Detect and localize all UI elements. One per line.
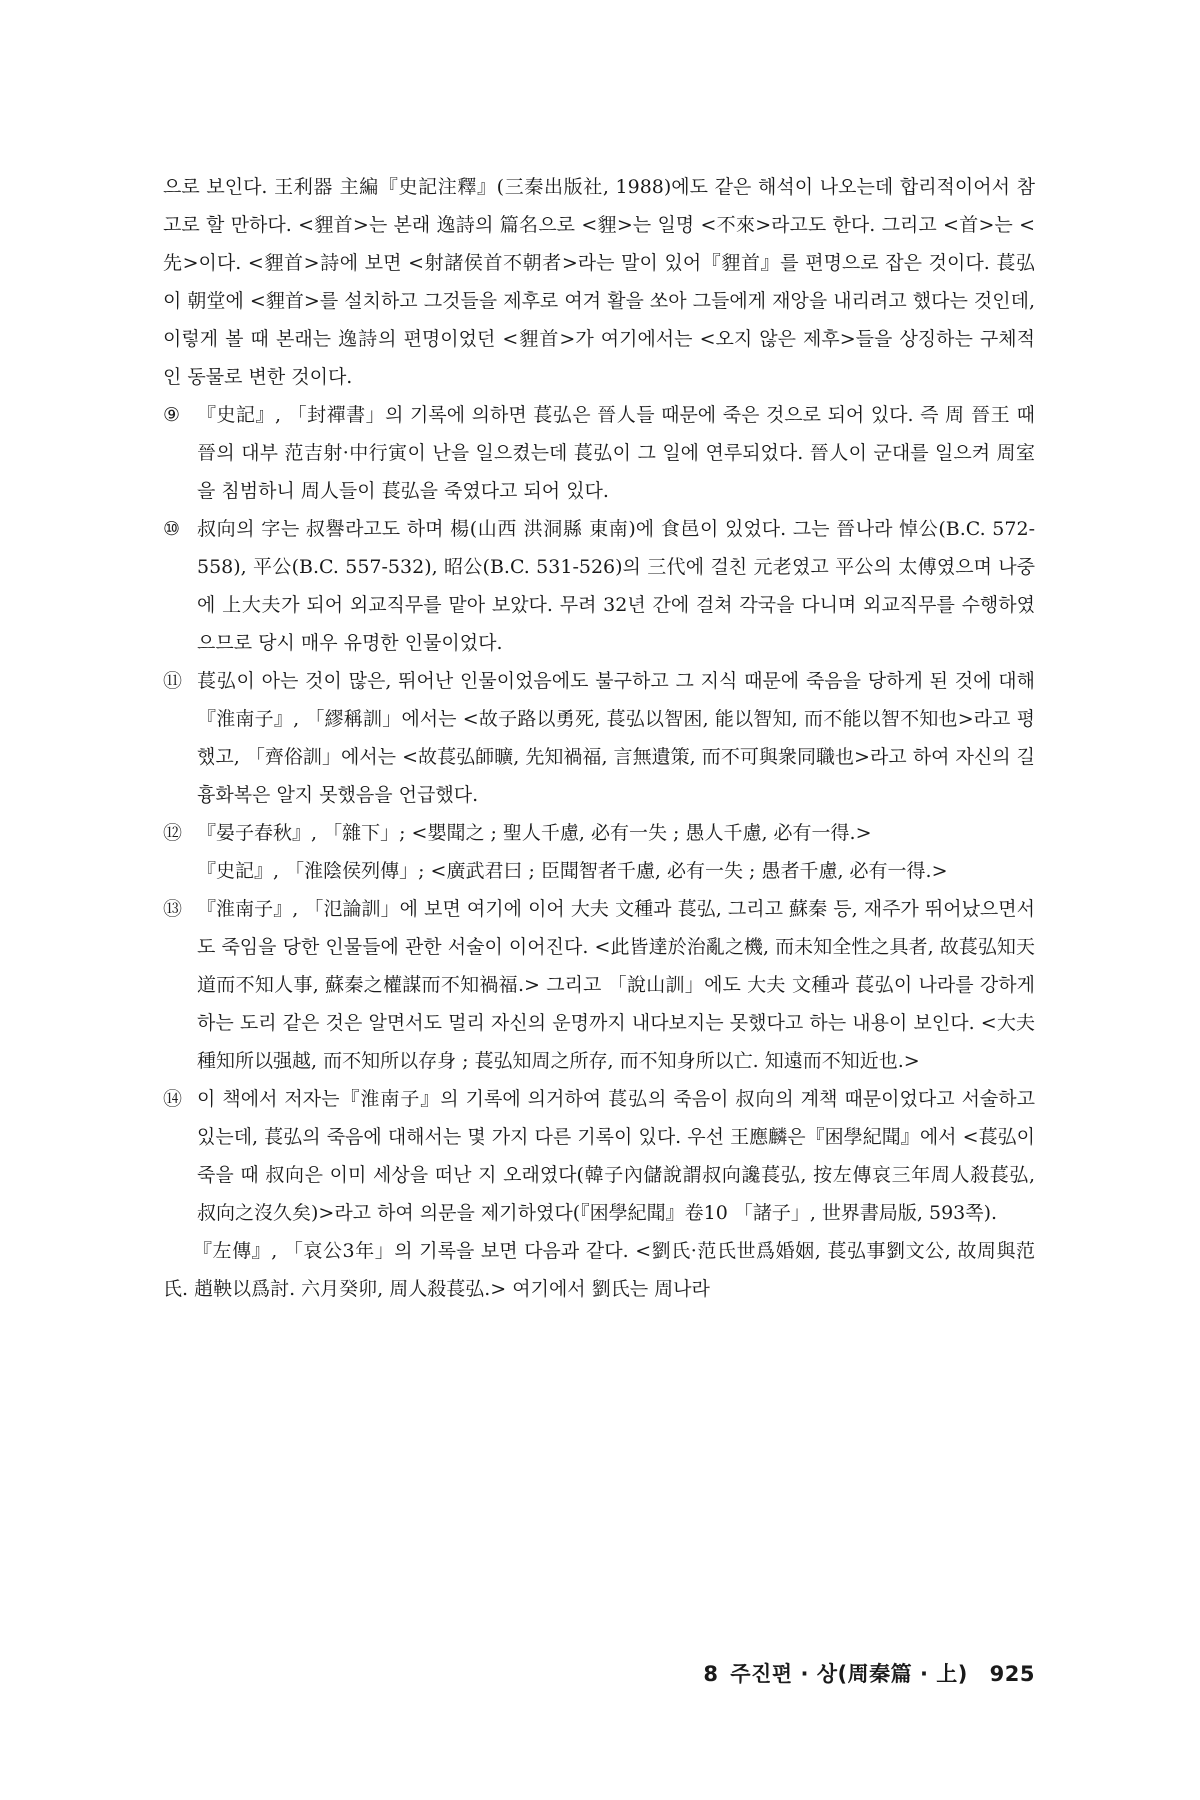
note-marker: ⑬ [163, 898, 183, 920]
note-9 [163, 396, 1035, 510]
note-13 [163, 890, 1035, 1080]
chapter-number: 8 [703, 1662, 719, 1686]
note-text: 叔向의 字는 叔譽라고도 하며 楊(山西 洪洞縣 東南)에 食邑이 있었다. 그는 晉나라 悼公(B.C. 572-558), 平公(B.C. 557-532), 昭公(B.C. 531-526)의 三代에 걸친 元老였고 平公의 太傅였으며 나중에 上大夫가 되어 외교직무를 맡아 보았다. 무려 32년 간에 걸쳐 각국을 다니며 외교직무를 수행하였으므로 당시 매우 유명한 인물이었다. [197, 518, 1035, 654]
section-title: 주진편 · 상(周秦篇 · 上) [730, 1662, 968, 1686]
note-marker: ⑭ [163, 1088, 183, 1110]
note-10 [163, 510, 1035, 662]
note-text: 이 책에서 저자는『淮南子』의 기록에 의거하여 萇弘의 죽음이 叔向의 계책 때문이었다고 서술하고 있는데, 萇弘의 죽음에 대해서는 몇 가지 다른 기록이 있다. 우선 王應麟은『困學紀聞』에서 <萇弘이 죽을 때 叔向은 이미 세상을 떠난 지 오래였다(韓子內儲說謂叔向讒萇弘, 按左傳哀三年周人殺萇弘, 叔向之沒久矣)>라고 하여 의문을 제기하였다(『困學紀聞』卷10 「諸子」, 世界書局版, 593쪽). [197, 1088, 1035, 1224]
note-marker: ⑩ [163, 518, 181, 540]
note-14 [163, 1080, 1035, 1232]
note-text: 『晏子春秋』, 「雜下」; <嬰聞之 ; 聖人千慮, 必有一失 ; 愚人千慮, 必有一得.> [197, 822, 872, 844]
note-12 [163, 814, 1035, 890]
body-text [163, 168, 1035, 1308]
note-marker: ⑪ [163, 670, 183, 692]
closing-paragraph: 『左傳』, 「哀公3年」의 기록을 보면 다음과 같다. <劉氏·范氏世爲婚姻, 萇弘事劉文公, 故周與范氏. 趙鞅以爲討. 六月癸卯, 周人殺萇弘.> 여기에서 劉氏는 周나라 [163, 1240, 1035, 1300]
note-11 [163, 662, 1035, 814]
note-text: 『史記』, 「封禪書」의 기록에 의하면 萇弘은 晉人들 때문에 죽은 것으로 되어 있다. 즉 周 晉王 때 晉의 대부 范吉射·中行寅이 난을 일으켰는데 萇弘이 그 일에 연루되었다. 晉人이 군대를 일으켜 周室을 침범하니 周人들이 萇弘을 죽였다고 되어 있다. [197, 404, 1035, 502]
page-footer [703, 1658, 1035, 1688]
note-text: 萇弘이 아는 것이 많은, 뛰어난 인물이었음에도 불구하고 그 지식 때문에 죽음을 당하게 된 것에 대해『淮南子』, 「繆稱訓」에서는 <故子路以勇死, 萇弘以智困, 能以智知, 而不能以智不知也>라고 평했고, 「齊俗訓」에서는 <故萇弘師曠, 先知禍福, 言無遺策, 而不可與衆同職也>라고 하여 자신의 길흉화복은 알지 못했음을 언급했다. [197, 670, 1035, 806]
note-marker: ⑫ [163, 822, 183, 844]
note-text-continued: 『史記』, 「淮陰侯列傳」; <廣武君曰 ; 臣聞智者千慮, 必有一失 ; 愚者千慮, 必有一得.> [197, 860, 948, 882]
note-marker: ⑨ [163, 404, 181, 426]
page-number: 925 [989, 1662, 1035, 1686]
intro-paragraph: 으로 보인다. 王利器 主編『史記注釋』(三秦出版社, 1988)에도 같은 해석이 나오는데 합리적이어서 참고로 할 만하다. <貍首>는 본래 逸詩의 篇名으로 <貍>는 일명 <不來>라고도 한다. 그리고 <首>는 <先>이다. <貍首>詩에 보면 <射諸侯首不朝者>라는 말이 있어『貍首』를 편명으로 잡은 것이다. 萇弘이 朝堂에 <貍首>를 설치하고 그것들을 제후로 여겨 활을 쏘아 그들에게 재앙을 내리려고 했다는 것인데, 이렇게 볼 때 본래는 逸詩의 편명이었던 <貍首>가 여기에서는 <오지 않은 제후>들을 상징하는 구체적인 동물로 변한 것이다. [163, 176, 1035, 388]
note-text: 『淮南子』, 「氾論訓」에 보면 여기에 이어 大夫 文種과 萇弘, 그리고 蘇秦 등, 재주가 뛰어났으면서도 죽임을 당한 인물들에 관한 서술이 이어진다. <此皆達於治亂之機, 而未知全性之具者, 故萇弘知天道而不知人事, 蘇秦之權謀而不知禍福.> 그리고 「說山訓」에도 大夫 文種과 萇弘이 나라를 강하게 하는 도리 같은 것은 알면서도 멀리 자신의 운명까지 내다보지는 못했다고 하는 내용이 보인다. <大夫種知所以强越, 而不知所以存身 ; 萇弘知周之所存, 而不知身所以亡. 知遠而不知近也.> [197, 898, 1035, 1072]
